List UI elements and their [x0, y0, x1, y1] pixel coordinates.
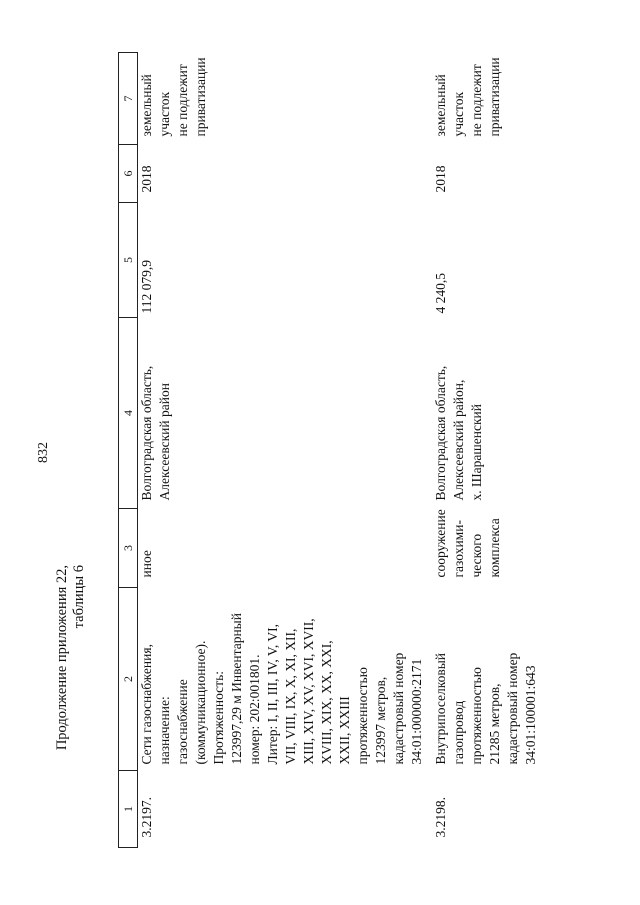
header-cell-4: 4 [119, 318, 138, 509]
register-table [118, 52, 540, 848]
row-number: 3.2197. [139, 797, 154, 838]
continuation-note [54, 565, 88, 750]
object-address: Волгоградская область, Алексеевский район, х. Шарашенский [433, 365, 484, 501]
header-cell-2: 2 [119, 588, 138, 771]
object-type: иное [139, 550, 154, 578]
object-year: 2018 [139, 165, 154, 193]
object-value: 112 079,9 [139, 260, 154, 314]
object-type: сооружение газохими- ческого комплекса [433, 509, 502, 578]
object-value: 4 240,5 [433, 273, 448, 314]
header-cell-7: 7 [119, 53, 138, 145]
object-address: Волгоградская область, Алексеевский район [139, 365, 172, 501]
header-cell-1: 1 [119, 771, 138, 848]
object-note: земельный участок не подлежит приватизации [433, 57, 502, 137]
table-row [138, 53, 433, 848]
object-note: земельный участок не подлежит приватизации [139, 57, 208, 137]
object-name: Сети газоснабжения, назначение: газоснабжение (коммуникационное). Протяженность: 123997,29 м Инвентарный номер: 202:001801. Литер: I, II, III, IV, V, VI, VII, VIII, IX, X, XI, XII, XIII, XIV, XV, XVI, XVII, XVIII, XIX, XX, XXI, XXII, XXIII протяженностью 123997 метров, кадастровый номер 34:01:000000:2171 [139, 613, 424, 765]
header-cell-6: 6 [119, 145, 138, 203]
page-number: 832 [36, 442, 51, 463]
header-row [119, 53, 138, 848]
object-year: 2018 [433, 165, 448, 193]
table-row [432, 53, 540, 848]
object-name: Внутрипоселковый газопровод протяженностью 21285 метров, кадастровый номер 34:01:100001:643 [433, 652, 538, 765]
continuation-line-2: таблицы 6 [71, 565, 87, 629]
row-number: 3.2198. [433, 797, 448, 838]
header-cell-5: 5 [119, 203, 138, 318]
continuation-line-1: Продолжение приложения 22, [54, 565, 70, 751]
header-cell-3: 3 [119, 509, 138, 588]
